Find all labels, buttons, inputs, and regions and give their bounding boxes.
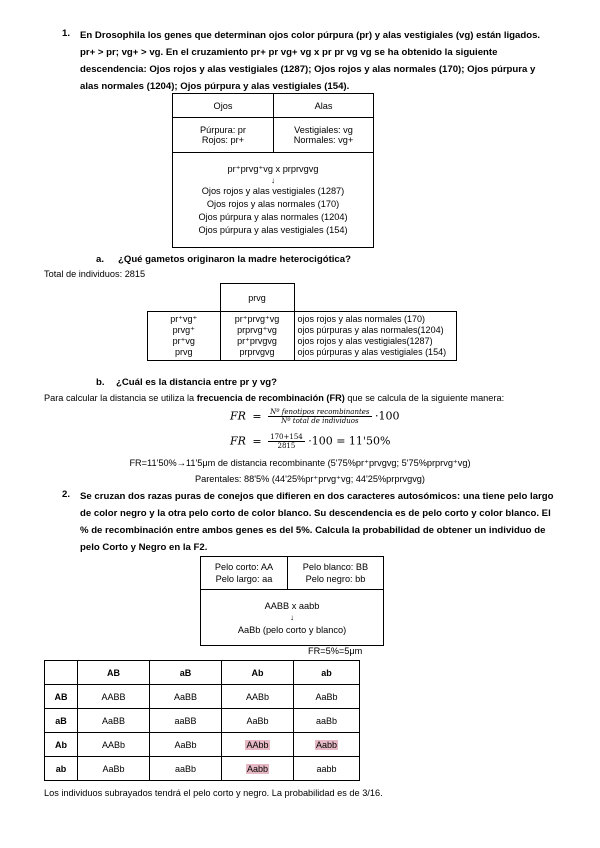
subquestion-a-text: ¿Qué gametos originaron la madre heterocigótica? (118, 254, 351, 265)
rabbit-result: AaBb (pelo corto y blanco) (237, 624, 347, 635)
punnett-cell: AABB (78, 685, 150, 709)
punnett-cell: aaBb (150, 757, 222, 781)
table-header-ojos: Ojos (173, 94, 274, 118)
punnett-cell: AABb (222, 685, 294, 709)
fraction-numerator: Nº fenotipos recombinantes (270, 408, 370, 416)
fr-intro-bold: frecuencia de recombinación (FR) (196, 393, 345, 403)
gamete: pr⁺vg⁺ (170, 314, 198, 324)
phenotype-column (294, 312, 457, 361)
subquestion-a-label: a. (96, 254, 105, 265)
punnett-row-header: aB (45, 709, 78, 733)
punnett-cell: AaBB (78, 709, 150, 733)
down-arrow-icon: ↓ (290, 612, 294, 622)
genotype: prprvg⁺vg (237, 325, 277, 335)
gamete: pr⁺vg (172, 336, 195, 346)
punnett-cell: AABb (78, 733, 150, 757)
punnett-row-header: Ab (45, 733, 78, 757)
question-1-line: descendencia: Ojos rojos y alas vestigiales (1287); Ojos rojos y alas normales (170); Ojos púrpura y (80, 64, 536, 75)
parentales-line: Parentales: 88'5% (44'25%pr⁺prvg⁺vg; 44'25%prprvgvg) (195, 474, 425, 484)
equals-sign: = (252, 409, 262, 423)
result-line: Ojos púrpura y alas vestigiales (154) (198, 225, 348, 235)
punnett-cell: AaBb (150, 733, 222, 757)
conclusion: Los individuos subrayados tendrá el pelo corto y negro. La probabilidad es de 3/16. (44, 788, 383, 798)
rabbit-cross-cell (201, 590, 384, 646)
fr-intro (44, 392, 504, 404)
subquestion-b-label: b. (96, 377, 105, 388)
pelo-negro: Pelo negro: bb (305, 574, 366, 584)
empty-corner (148, 284, 221, 312)
fr-symbol: FR (230, 434, 246, 448)
question-2-line: de color negro y la otra pelo corto de color blanco. Su descendencia es de pelo corto y color blanco. El (80, 508, 551, 519)
fr-fraction (268, 408, 371, 425)
fr-calculation (230, 433, 390, 450)
punnett-row-header: AB (45, 685, 78, 709)
gamete-column (148, 312, 221, 361)
pelo-largo: Pelo largo: aa (215, 574, 273, 584)
result-line: Ojos rojos y alas normales (170) (206, 199, 340, 209)
punnett-cell: AaBb (294, 685, 360, 709)
equals-sign: = (252, 434, 262, 448)
punnett-col-header: AB (78, 661, 150, 685)
question-1-line: alas normales (1204); Ojos púrpura y alas vestigiales (154). (80, 81, 350, 92)
empty-header (294, 284, 457, 312)
gametes-table (147, 283, 457, 361)
punnett-cell: aaBB (150, 709, 222, 733)
punnett-cell: AaBb (222, 709, 294, 733)
fr-fraction-values (268, 433, 305, 450)
question-2-line: pelo Corto y Negro en la F2. (80, 542, 208, 553)
rabbit-traits-table (200, 556, 384, 646)
alas-normales: Normales: vg+ (293, 135, 354, 145)
phenotype: ojos púrpuras y alas vestigiales (154) (297, 347, 447, 357)
highlighted-genotype: AAbb (246, 739, 269, 750)
ojos-purpura: Púrpura: pr (200, 125, 246, 135)
rabbit-cross: AABB x aabb (264, 600, 320, 611)
punnett-corner (45, 661, 78, 685)
pelo-corto: Pelo corto: AA (214, 562, 274, 572)
table-header-alas: Alas (274, 94, 374, 118)
question-2-number: 2. (62, 489, 71, 500)
phenotype: ojos púrpuras y alas normales(1204) (297, 325, 444, 335)
genotype: pr⁺prvgvg (237, 336, 277, 346)
punnett-row-header: ab (45, 757, 78, 781)
highlighted-genotype: Aabb (315, 739, 338, 750)
pelo-length-cell (201, 557, 288, 590)
drosophila-traits-table (172, 93, 374, 248)
punnett-square (44, 660, 360, 781)
genotype: prprvgvg (239, 347, 275, 357)
alas-vestigiales: Vestigiales: vg (294, 125, 353, 135)
gamete-header: prvg (220, 284, 294, 312)
gamete: prvg⁺ (172, 325, 195, 335)
ojos-cell (173, 118, 274, 153)
alas-cell (274, 118, 374, 153)
cross-text: pr⁺prvg⁺vg x prprvgvg (227, 164, 319, 174)
genotype: pr⁺prvg⁺vg (234, 314, 280, 324)
result-line: Ojos púrpura y alas normales (1204) (198, 212, 348, 222)
punnett-cell: aabb (294, 757, 360, 781)
punnett-col-header: Ab (222, 661, 294, 685)
pelo-blanco: Pelo blanco: BB (302, 562, 369, 572)
question-1-line: pr+ > pr; vg+ > vg. En el cruzamiento pr+ pr vg+ vg x pr pr vg vg se ha obtenido la siguiente (80, 47, 498, 58)
question-2-line: % de recombinación entre ambos genes es del 5%. Calcula la probabilidad de obtener un individuo de (80, 525, 546, 536)
cross-cell (173, 153, 374, 248)
fraction-numerator: 170+154 (270, 433, 303, 441)
result-line: Ojos rojos y alas vestigiales (1287) (201, 186, 345, 196)
fraction-denominator: Nº total de individuos (281, 417, 359, 425)
question-2-line: Se cruzan dos razas puras de conejos que difieren en dos caracteres autosómicos: una tiene pelo largo (80, 491, 554, 502)
question-1-number: 1. (62, 28, 71, 39)
question-2-text (80, 488, 570, 556)
punnett-cell-highlighted (294, 733, 360, 757)
punnett-cell: AaBb (78, 757, 150, 781)
punnett-col-header: aB (150, 661, 222, 685)
fr-intro-after: que se calcula de la siguiente manera: (344, 393, 505, 403)
phenotype: ojos rojos y alas normales (170) (297, 314, 426, 324)
question-1-text (80, 27, 570, 95)
phenotype: ojos rojos y alas vestigiales(1287) (297, 336, 433, 346)
fr-result: ·100 = 11'50% (308, 434, 391, 448)
total-individuos: Total de individuos: 2815 (44, 269, 146, 279)
subquestion-b-text: ¿Cuál es la distancia entre pr y vg? (116, 377, 278, 388)
genotype-column (220, 312, 294, 361)
fraction-denominator: 2815 (277, 442, 296, 450)
fr-symbol: FR (230, 409, 246, 423)
fr-formula (230, 408, 400, 425)
ojos-rojos: Rojos: pr+ (201, 135, 245, 145)
punnett-cell-highlighted (222, 757, 294, 781)
fr-intro-before: Para calcular la distancia se utiliza la (44, 393, 197, 403)
punnett-cell: aaBb (294, 709, 360, 733)
highlighted-genotype: Aabb (246, 763, 269, 774)
punnett-cell-highlighted (222, 733, 294, 757)
punnett-cell: AaBB (150, 685, 222, 709)
down-arrow-icon: ↓ (271, 176, 275, 185)
distance-line: FR=11'50%→11'5μm de distancia recombinante (5'75%pr⁺prvgvg; 5'75%prprvg⁺vg) (129, 458, 471, 468)
question-1-line: En Drosophila los genes que determinan ojos color púrpura (pr) y alas vestigiales (vg) están ligados. (80, 30, 541, 41)
gamete: prvg (174, 347, 193, 357)
pelo-color-cell (288, 557, 384, 590)
fr-note: FR=5%=5μm (308, 646, 363, 656)
times-100: ·100 (375, 409, 400, 423)
punnett-col-header: ab (294, 661, 360, 685)
